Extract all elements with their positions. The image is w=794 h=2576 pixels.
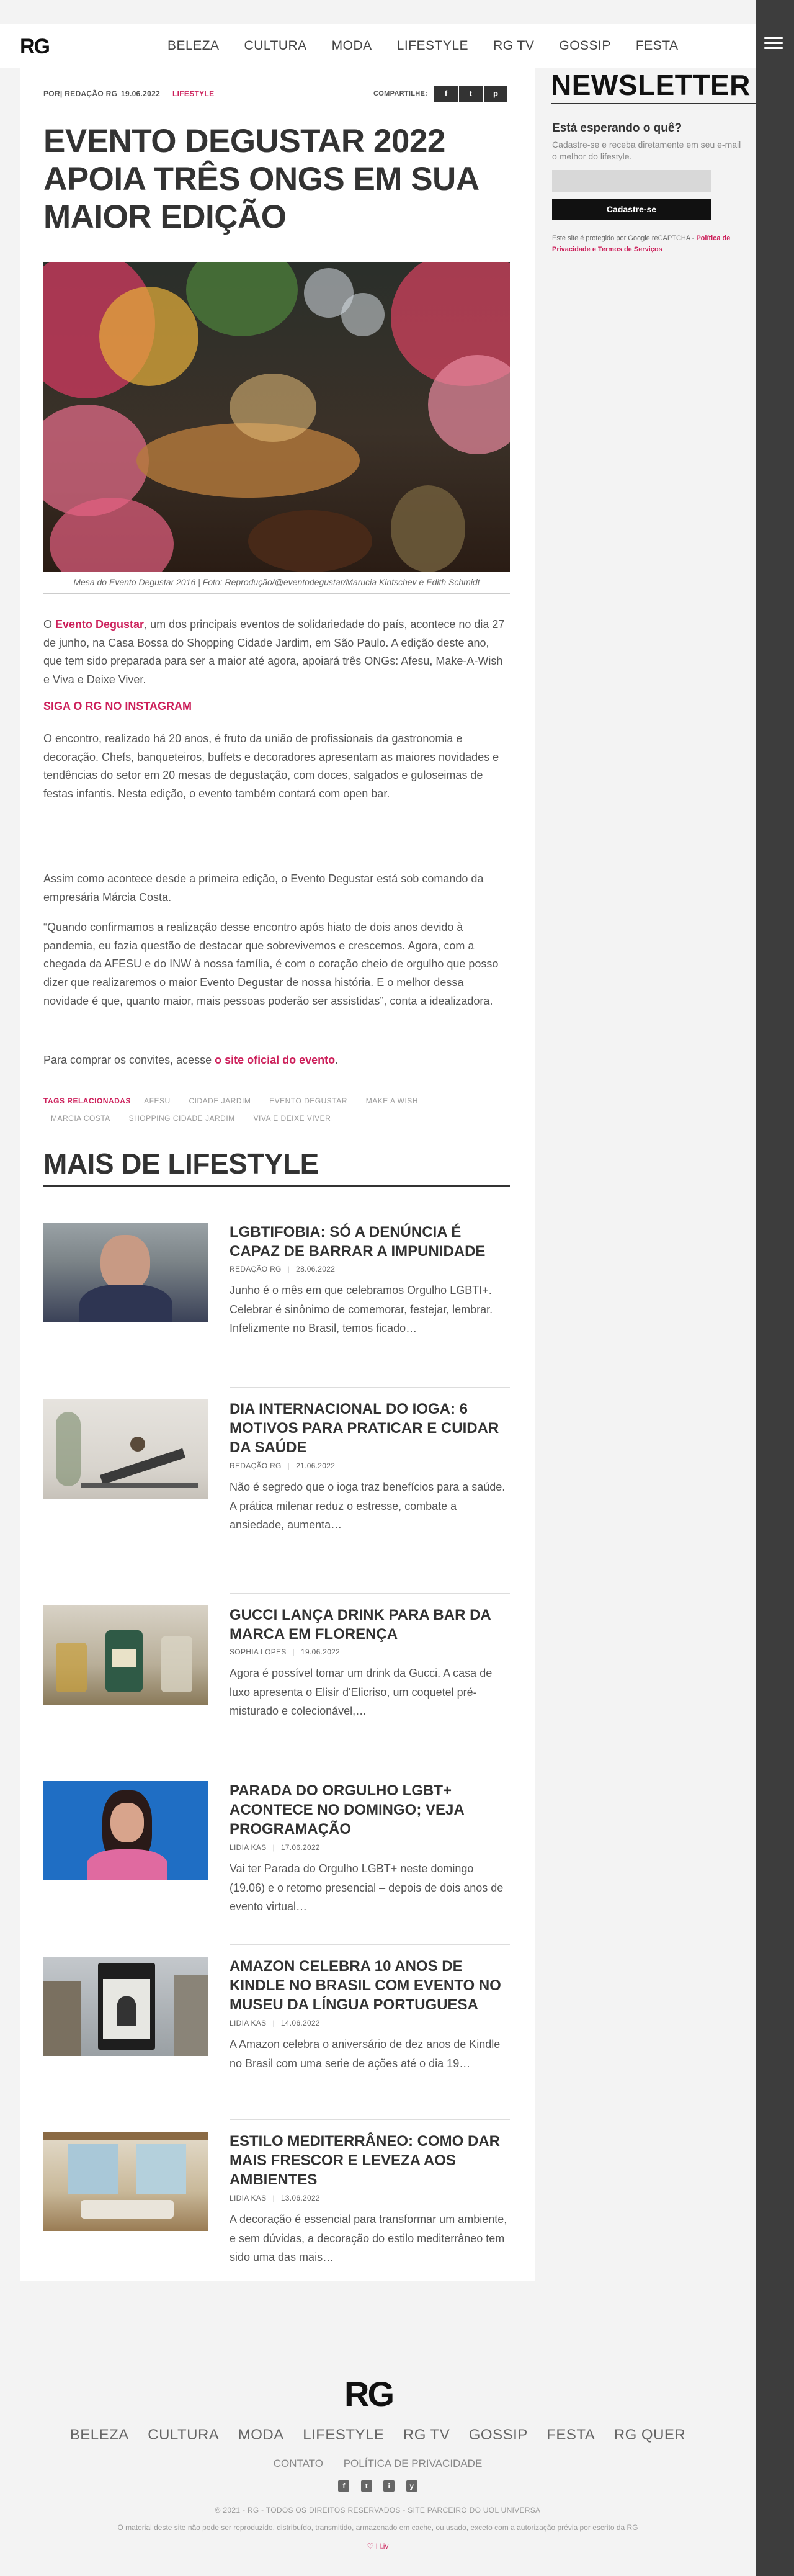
related-article-title[interactable]: PARADA DO ORGULHO LGBT+ ACONTECE NO DOMINGO; VEJA PROGRAMAÇÃO (230, 1782, 464, 1838)
article-thumbnail[interactable] (43, 1399, 208, 1499)
footer-nav-cultura[interactable]: CULTURA (148, 2426, 220, 2443)
related-article-excerpt: A Amazon celebra o aniversário de dez anos de Kindle no Brasil com uma serie de ações até o dia 19… (230, 2038, 501, 2070)
share-facebook-button[interactable]: f (434, 86, 458, 102)
card-divider (230, 1387, 510, 1388)
article-title: EVENTO DEGUSTAR 2022 APOIA TRÊS ONGS EM SUA MAIOR EDIÇÃO (43, 123, 478, 235)
twitter-icon[interactable]: t (361, 2480, 372, 2492)
card-divider (230, 1944, 510, 1945)
footer-nav-beleza[interactable]: BELEZA (69, 2426, 129, 2443)
tag-link[interactable]: MAKE A WISH (365, 1097, 418, 1105)
newsletter-email-input[interactable] (552, 170, 711, 192)
more-section-divider (43, 1185, 510, 1187)
article-thumbnail[interactable] (43, 1223, 208, 1322)
article-paragraph-1: O Evento Degustar, um dos principais eventos de solidariedade do país, acontece no dia 27 de junho, na Casa Bossa do Shopping Cidade Jardim, em São Paulo. A edição deste ano, que tem sido preparada para ser a maior até agora, apoiará três ONGs: Afesu, Make-A-Wish e Viva e Deixe Viver. (43, 618, 505, 686)
related-article-title[interactable]: DIA INTERNACIONAL DO IOGA: 6 MOTIVOS PARA PRATICAR E CUIDAR DA SAÚDE (230, 1401, 499, 1456)
related-article-excerpt: Agora é possível tomar um drink da Gucci. A casa de luxo apresenta o Elisir d'Elicriso, um coquetel pré-misturado e colecionável,… (230, 1667, 493, 1718)
article-container (20, 68, 535, 2281)
share-twitter-button[interactable]: t (459, 86, 483, 102)
related-article-meta: REDAÇÃO RG | 28.06.2022 (230, 1265, 336, 1273)
article-thumbnail[interactable] (43, 1781, 208, 1880)
privacy-policy-link[interactable]: POLÍTICA DE PRIVACIDADE (343, 2457, 483, 2469)
legal-text: O material deste site não pode ser reproduzido, distribuído, transmitido, armazenado em cache, ou usado, exceto com a autorização prévia por escrito da RG (117, 2523, 638, 2532)
recaptcha-note: Este site é protegido por Google reCAPTCHA - Política de Privacidade e Termos de Serviços (552, 235, 731, 253)
footer-nav-gossip[interactable]: GOSSIP (468, 2426, 528, 2443)
related-article-meta: REDAÇÃO RG | 21.06.2022 (230, 1461, 336, 1470)
newsletter-question: Está esperando o quê? (552, 122, 682, 135)
developer-credit[interactable]: ♡ H.iv (367, 2542, 389, 2551)
instagram-follow-link[interactable]: SIGA O RG NO INSTAGRAM (43, 700, 192, 712)
main-nav (167, 38, 703, 53)
related-article-title[interactable]: AMAZON CELEBRA 10 ANOS DE KINDLE NO BRASIL COM EVENTO NO MUSEU DA LÍNGUA PORTUGUESA (230, 1958, 501, 2014)
official-site-link[interactable]: o site oficial do evento (215, 1054, 336, 1066)
hero-image (43, 262, 510, 572)
site-logo[interactable]: RG (20, 35, 49, 58)
newsletter-description: Cadastre-se e receba diretamente em seu e-mail o melhor do lifestyle. (552, 140, 741, 161)
article-paragraph-3: Assim como acontece desde a primeira edição, o Evento Degustar está sob comando da empresária Márcia Costa. (43, 873, 484, 904)
nav-item-lifestyle[interactable]: LIFESTYLE (396, 38, 469, 53)
card-divider (230, 2119, 510, 2120)
article-category[interactable]: LIFESTYLE (172, 89, 215, 98)
tag-link[interactable]: SHOPPING CIDADE JARDIM (128, 1114, 235, 1123)
nav-item-beleza[interactable]: BELEZA (167, 38, 220, 53)
article-meta (43, 86, 529, 102)
article-thumbnail[interactable] (43, 1957, 208, 2056)
footer-nav (0, 2426, 756, 2444)
related-article-meta: LIDIA KAS | 14.06.2022 (230, 2019, 320, 2027)
article-author: POR| REDAÇÃO RG (43, 89, 118, 98)
newsletter-subscribe-button[interactable]: Cadastre-se (552, 199, 711, 220)
facebook-icon[interactable]: f (338, 2480, 349, 2492)
site-header (0, 24, 756, 68)
related-article-excerpt: Vai ter Parada do Orgulho LGBT+ neste domingo (19.06) e o retorno presencial – depois de dois anos de evento virtual… (230, 1862, 504, 1913)
tag-link[interactable]: CIDADE JARDIM (189, 1097, 251, 1105)
related-article-title[interactable]: GUCCI LANÇA DRINK PARA BAR DA MARCA EM FLORENÇA (230, 1607, 491, 1643)
youtube-icon[interactable]: y (406, 2480, 417, 2492)
article-paragraph-4: “Quando confirmamos a realização desse encontro após hiato de dois anos devido à pandemia, eu fazia questão de destacar que sobrevivemos e crescemos. Agora, com a chegada da AFESU e do INW à nossa família, é com o coração cheio de orgulho que posso dizer que realizaremos o maior Evento Degustar de nossa história. E o melhor dessa novidade é que, quanto maior, mais pessoas poderão ser assistidas”, conta a idealizadora. (43, 921, 499, 1007)
caption-divider (43, 593, 510, 594)
more-section-title: MAIS DE LIFESTYLE (43, 1147, 319, 1180)
side-rail (756, 0, 794, 2576)
footer-links (0, 2457, 756, 2470)
hero-caption: Mesa do Evento Degustar 2016 | Foto: Reprodução/@eventodegustar/Marucia Kintschev e Edith Schmidt (73, 577, 480, 587)
nav-item-gossip[interactable]: GOSSIP (559, 38, 611, 53)
footer-logo[interactable]: RG (344, 2374, 393, 2413)
nav-item-moda[interactable]: MODA (331, 38, 372, 53)
related-article-title[interactable]: LGBTIFOBIA: SÓ A DENÚNCIA É CAPAZ DE BARRAR A IMPUNIDADE (230, 1224, 486, 1260)
instagram-icon[interactable]: i (383, 2480, 395, 2492)
newsletter-divider (551, 103, 756, 104)
footer-nav-moda[interactable]: MODA (238, 2426, 284, 2443)
nav-item-festa[interactable]: FESTA (635, 38, 679, 53)
copyright-text: © 2021 - RG - TODOS OS DIREITOS RESERVADOS - SITE PARCEIRO DO UOL UNIVERSA (215, 2506, 541, 2515)
footer-nav-festa[interactable]: FESTA (546, 2426, 596, 2443)
tag-link[interactable]: VIVA E DEIXE VIVER (253, 1114, 331, 1123)
footer-nav-lifestyle[interactable]: LIFESTYLE (303, 2426, 385, 2443)
newsletter-title: NEWSLETTER (551, 69, 751, 101)
nav-item-cultura[interactable]: CULTURA (244, 38, 307, 53)
related-article-meta: LIDIA KAS | 17.06.2022 (230, 1843, 320, 1852)
contact-link[interactable]: CONTATO (273, 2457, 323, 2469)
related-article-excerpt: Junho é o mês em que celebramos Orgulho LGBTI+. Celebrar é sinônimo de comemorar, festejar, lembrar. Infelizmente no Brasil, temos ficado… (230, 1284, 493, 1335)
related-article-title[interactable]: ESTILO MEDITERRÂNEO: COMO DAR MAIS FRESCOR E LEVEZA AOS AMBIENTES (230, 2133, 500, 2189)
article-date: 19.06.2022 (121, 89, 161, 98)
share-label: COMPARTILHE: (373, 90, 428, 97)
evento-degustar-link[interactable]: Evento Degustar (55, 618, 145, 631)
article-paragraph-5: Para comprar os convites, acesse o site oficial do evento. (43, 1054, 339, 1066)
related-article-meta: LIDIA KAS | 13.06.2022 (230, 2194, 320, 2202)
site-footer (0, 2352, 756, 2576)
footer-nav-rg-tv[interactable]: RG TV (403, 2426, 450, 2443)
share-pinterest-button[interactable]: p (484, 86, 507, 102)
tag-link[interactable]: EVENTO DEGUSTAR (269, 1097, 347, 1105)
nav-item-rg-tv[interactable]: RG TV (493, 38, 535, 53)
card-divider (230, 1593, 510, 1594)
footer-nav-rg-quer[interactable]: RG QUER (613, 2426, 686, 2443)
social-links (0, 2480, 756, 2492)
related-article-meta: SOPHIA LOPES | 19.06.2022 (230, 1648, 341, 1656)
related-article-excerpt: A decoração é essencial para transformar um ambiente, e sem dúvidas, a decoração do estilo mediterrâneo tem sido uma das mais… (230, 2213, 507, 2264)
tags-label: TAGS RELACIONADAS (43, 1097, 131, 1105)
related-tags (43, 1092, 510, 1127)
tag-link[interactable]: MARCIA COSTA (51, 1114, 110, 1123)
related-article-excerpt: Não é segredo que o ioga traz benefícios para a saúde. A prática milenar reduz o estresse, combate a ansiedade, aumenta… (230, 1481, 506, 1532)
article-paragraph-2: O encontro, realizado há 20 anos, é fruto da união de profissionais da gastronomia e decoração. Chefs, banqueteiros, buffets e decoradores apresentam as maiores novidades e tendências do setor em 20 mesas de degustação, com doces, salgados e guloseimas de festas infantis. Nesta edição, o evento também contará com open bar. (43, 732, 499, 801)
hamburger-menu-icon[interactable] (764, 37, 783, 52)
tag-link[interactable]: AFESU (144, 1097, 171, 1105)
article-thumbnail[interactable] (43, 1605, 208, 1705)
privacy-terms-link[interactable]: Política de Privacidade e Termos de Serviços (552, 235, 731, 253)
article-thumbnail[interactable] (43, 2132, 208, 2231)
